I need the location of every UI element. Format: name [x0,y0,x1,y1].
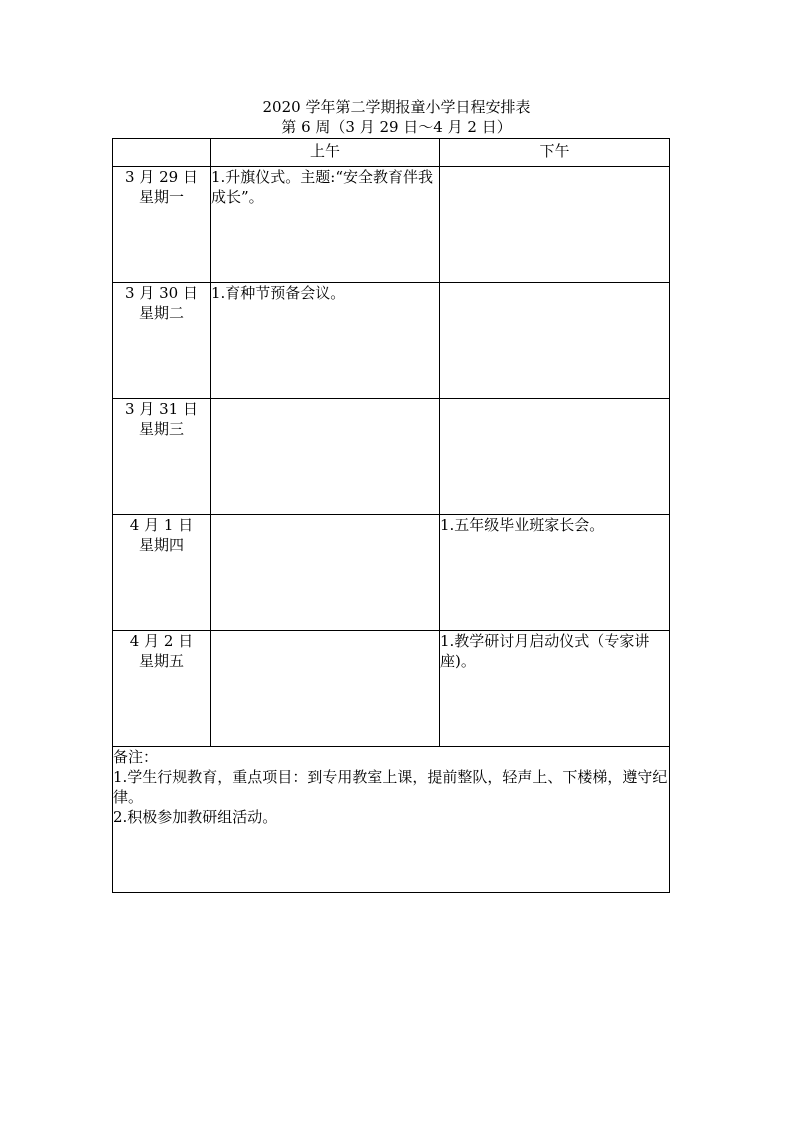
day-weekday: 星期五 [138,652,184,670]
morning-cell [211,631,440,747]
day-date: 4 月 1 日 [129,516,194,534]
day-weekday: 星期三 [138,420,184,438]
header-corner-cell [113,139,211,167]
afternoon-cell [440,283,670,399]
day-cell [113,631,211,747]
table-row-thursday [113,515,670,631]
morning-cell: 1.育种节预备会议。 [211,283,440,399]
morning-cell: 1.升旗仪式。主题:“安全教育伴我成长”。 [211,167,440,283]
afternoon-cell: 1.教学研讨月启动仪式（专家讲座)。 [440,631,670,747]
notes-label: 备注： [113,748,159,766]
day-cell [113,399,211,515]
table-row-monday [113,167,670,283]
morning-cell [211,515,440,631]
notes-cell [113,747,670,893]
afternoon-cell [440,167,670,283]
day-date: 3 月 30 日 [125,284,198,302]
day-weekday: 星期一 [138,188,184,206]
day-cell [113,515,211,631]
week-subtitle: 第 6 周（3 月 29 日～4 月 2 日） [281,118,512,136]
notes-row [113,747,670,893]
table-row-wednesday [113,399,670,515]
day-date: 3 月 29 日 [125,168,198,186]
schedule-table [112,138,670,893]
day-date: 3 月 31 日 [125,400,198,418]
morning-cell [211,399,440,515]
afternoon-cell: 1.五年级毕业班家长会。 [440,515,670,631]
day-cell [113,167,211,283]
page-title: 2020 学年第二学期报童小学日程安排表 [262,98,531,116]
day-weekday: 星期二 [138,304,184,322]
header-morning: 上午 [211,139,440,167]
day-date: 4 月 2 日 [129,632,194,650]
day-weekday: 星期四 [138,536,184,554]
header-afternoon: 下午 [440,139,670,167]
table-row-tuesday [113,283,670,399]
day-cell [113,283,211,399]
note-item: 2.积极参加教研组活动。 [113,808,278,826]
afternoon-cell [440,399,670,515]
header-row [113,139,670,167]
table-row-friday [113,631,670,747]
note-item: 1.学生行规教育，重点项目：到专用教室上课，提前整队，轻声上、下楼梯，遵守纪律。 [113,768,668,806]
